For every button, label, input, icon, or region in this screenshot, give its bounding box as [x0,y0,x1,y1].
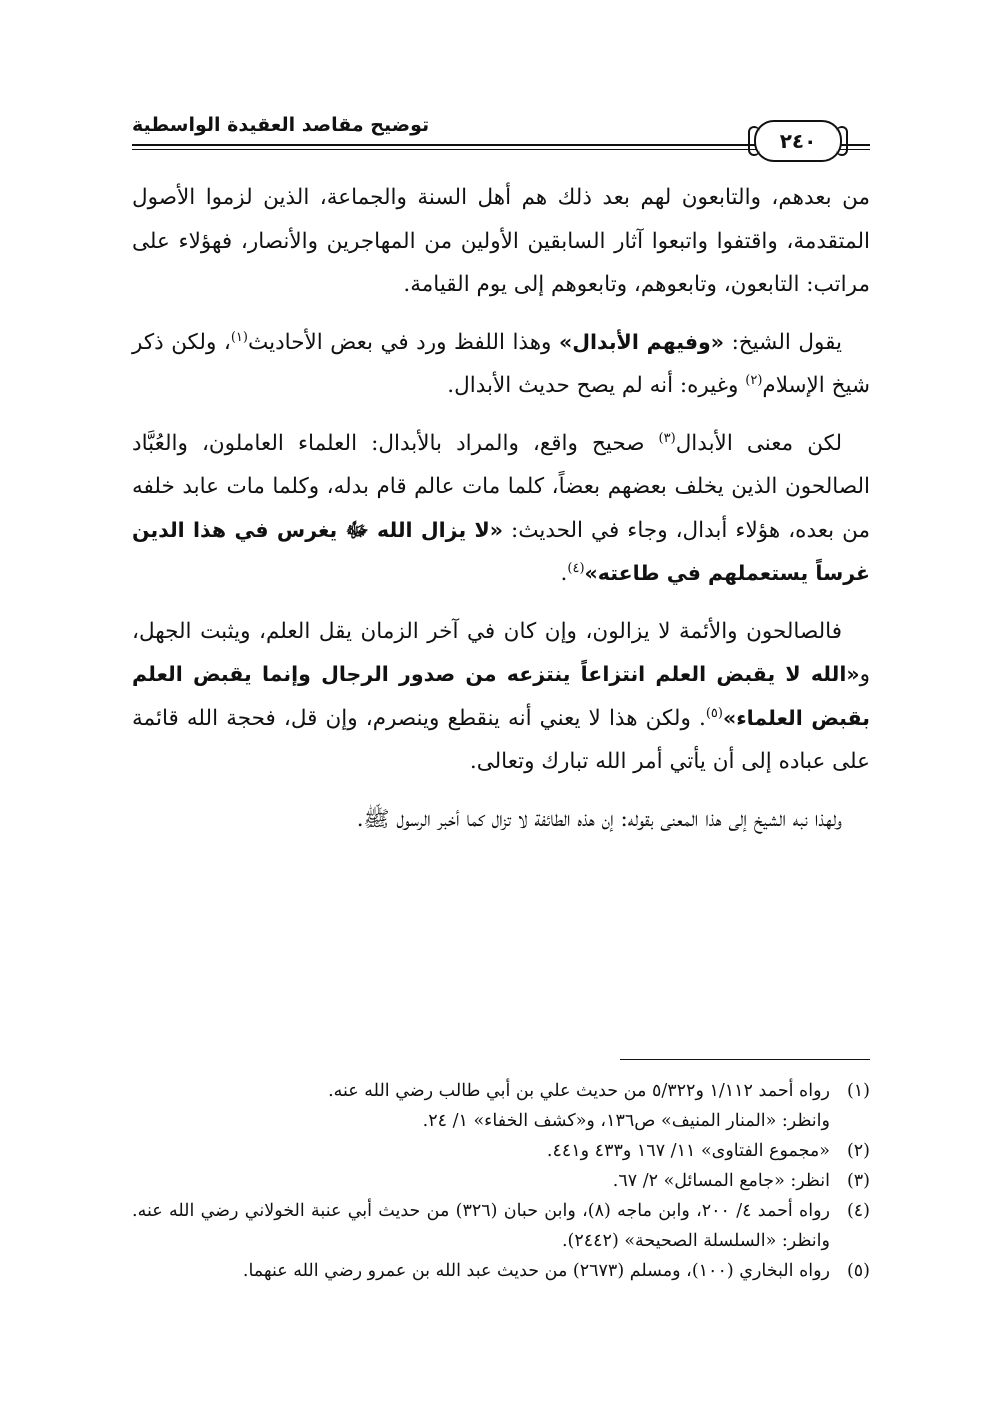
footnote-text: انظر: «جامع المسائل» ٢/ ٦٧. [612,1171,830,1191]
text-run: صحيح واقع، والمراد بالأبدال: العلماء العاملون، والعُبَّاد الصالحون الذين يخلف بعضهم بعضاً، كلما مات عالم قام بدله، وكلما مات عابد خلفه من بعده، هؤلاء أبدال، وجاء في الحديث: [132,430,870,543]
footnote-separator [620,1059,870,1060]
text-run: وغيره: أنه لم يصح حديث الأبدال. [447,373,746,398]
footnote-text: «مجموع الفتاوى» ١١/ ١٦٧ و٤٣٣ و٤٤١. [546,1141,830,1161]
footnote-text: رواه أحمد ١/١١٢ و٥/٣٢٢ من حديث علي بن أبي طالب رضي الله عنه. [328,1081,830,1101]
quote-bold: «وفيهم الأبدال» [558,329,725,354]
footnote-continuation: وانظر: «المنار المنيف» ص١٣٦، و«كشف الخفاء» ١/ ٢٤. [422,1111,830,1131]
footnote-item [132,1196,870,1256]
footnote-ref-4[interactable]: (٤) [567,560,585,576]
page-header [132,108,870,158]
footnote-number: (٤) [846,1201,870,1221]
paragraph-4 [132,610,870,784]
paragraph-3 [132,422,870,596]
paragraph-2 [132,321,870,408]
footnote-number: (٥) [846,1261,870,1281]
footnote-number: (٣) [846,1171,870,1191]
paragraph-5: ولهذا نبه الشيخ إلى هذا المعنى بقوله: إن هذه الطائفة لا تزال كما أخبر الرسول ﷺ. [356,806,842,832]
footnote-text: رواه أحمد ٤/ ٢٠٠، وابن ماجه (٨)، وابن حبان (٣٢٦) من حديث أبي عنبة الخولاني رضي الله عنه. وانظر: «السلسلة الصحيحة» (٢٤٤٢). [132,1201,830,1251]
footnote-ref-2[interactable]: (٢) [745,372,763,388]
text-run: لكن معنى الأبدال [675,430,843,456]
footnote-ref-1[interactable]: (١) [230,329,248,345]
footnote-item [132,1076,870,1106]
main-text [132,176,870,855]
text-run: يقول الشيخ: [724,329,842,355]
hadith-quote: «لا يزال الله ﷻ يغرس في هذا الدين غرساً يستعملهم في طاعته» [132,517,870,585]
text-run: فالصالحون والأئمة لا يزالون، وإن كان في آخر الزمان يقل العلم، ويثبت الجهل، و [132,618,870,687]
footnote-item [132,1136,870,1166]
text-run: وهذا اللفظ ورد في بعض الأحاديث [247,329,559,355]
footnote-ref-5[interactable]: (٥) [705,705,723,721]
footnote-number: (٢) [846,1141,870,1161]
footnotes [132,1076,870,1286]
page-number: ٢٤٠ [754,120,842,162]
footnote-ref-3[interactable]: (٣) [658,430,676,446]
footnote-text: رواه البخاري (١٠٠)، ومسلم (٢٦٧٣) من حديث عبد الله بن عمرو رضي الله عنهما. [242,1261,830,1281]
footnote-number: (١) [846,1081,870,1101]
footnote-item [132,1256,870,1286]
text-run: ، ولكن ذكر شيخ الإسلام [132,329,870,398]
footnote-item [132,1166,870,1196]
paragraph-1: من بعدهم، والتابعون لهم بعد ذلك هم أهل السنة والجماعة، الذين لزموا الأصول المتقدمة، واقتفوا واتبعوا آثار السابقين الأولين من المهاجرين والأنصار، فهؤلاء على مراتب: التابعون، وتابعوهم، وتابعوهم إلى يوم القيامة. [132,185,870,297]
book-title: توضيح مقاصد العقيدة الواسطية [132,114,439,136]
text-run: . [560,561,568,586]
hadith-quote: «الله لا يقبض العلم انتزاعاً ينتزعه من صدور الرجال وإنما يقبض العلم بقبض العلماء» [132,662,870,730]
text-run: . ولكن هذا لا يعني أنه ينقطع وينصرم، وإن قل، فحجة الله قائمة على عباده إلى أن يأتي أمر الله تبارك وتعالى. [132,705,870,774]
